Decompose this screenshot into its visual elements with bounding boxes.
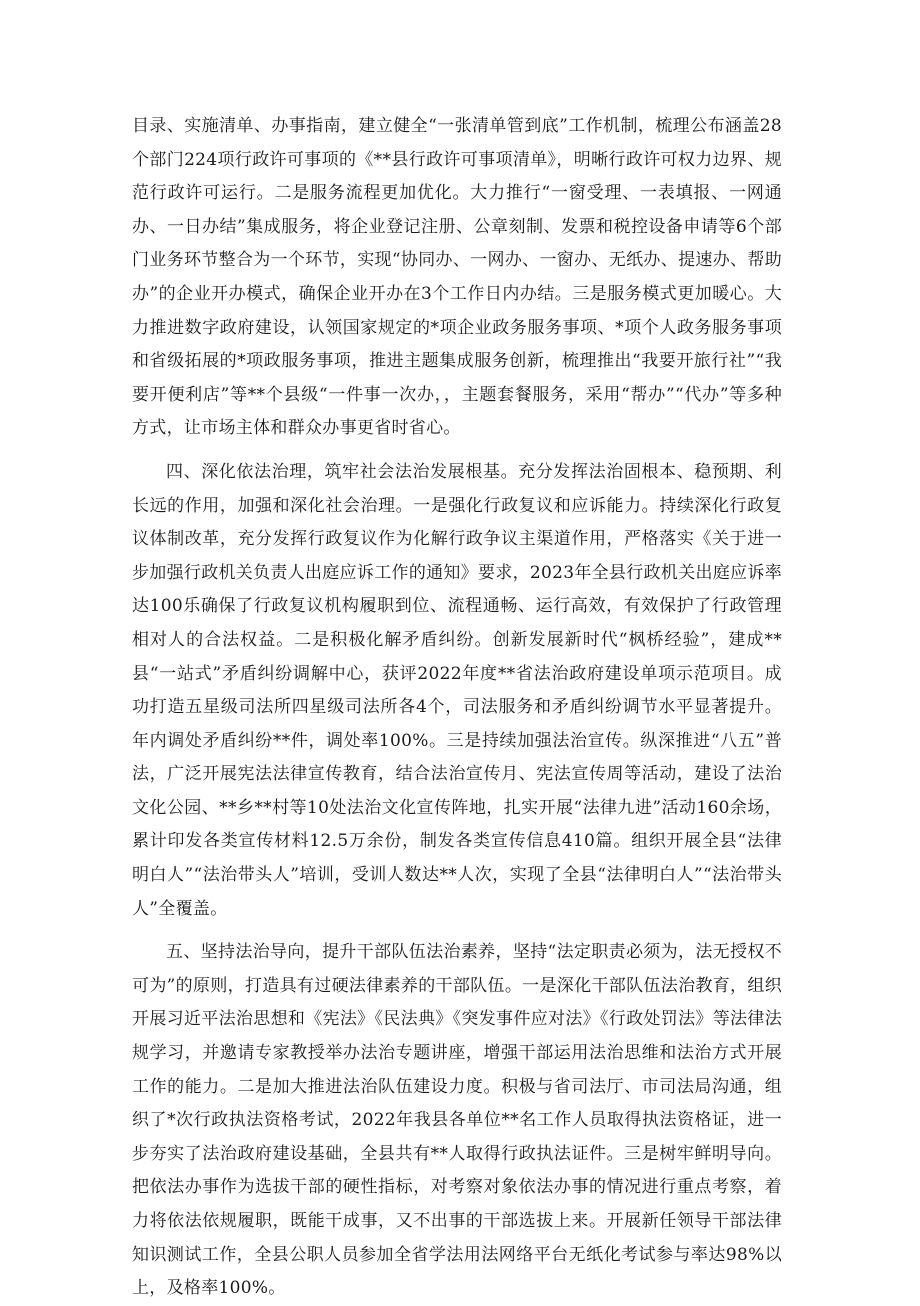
document-page [132,110,782,1306]
paragraph-section-four: 四、深化依法治理，筑牢社会法治发展根基。充分发挥法治固根本、稳预期、利长远的作用，加强和深化社会治理。一是强化行政复议和应诉能力。持续深化行政复议体制改革，充分发挥行政复议作为化解行政争议主渠道作用，严格落实《关于进一步加强行政机关负责人出庭应诉工作的通知》要求，2023年全县行政机关出庭应诉率达100乐确保了行政复议机构履职到位、流程通畅、运行高效，有效保护了行政管理相对人的合法权益。二是积极化解矛盾纠纷。创新发展新时代“枫桥经验”，建成**县“一站式”矛盾纠纷调解中心，获评2022年度**省法治政府建设单项示范项目。成功打造五星级司法所四星级司法所各4个，司法服务和矛盾纠纷调节水平显著提升。年内调处矛盾纠纷**件，调处率100%。三是持续加强法治宣传。纵深推进“八五”普法，广泛开展宪法法律宣传教育，结合法治宣传月、宪法宣传周等活动，建设了法治文化公园、**乡**村等10处法治文化宣传阵地，扎实开展“法律九进”活动160余场，累计印发各类宣传材料12.5万余份，制发各类宣传信息410篇。组织开展全县“法律明白人”“法治带头人”培训，受训人数达**人次，实现了全县“法律明白人”“法治带头人”全覆盖。 [132,461,782,919]
paragraph-continued: 目录、实施清单、办事指南，建立健全“一张清单管到底”工作机制，梳理公布涵盖28个部门224项行政许可事项的《**县行政许可事项清单》，明晰行政许可权力边界、规范行政许可运行。二是服务流程更加优化。大力推行“一窗受理、一表填报、一网通办、一日办结”集成服务，将企业登记注册、公章刻制、发票和税控设备申请等6个部门业务环节整合为一个环节，实现“协同办、一网办、一窗办、无纸办、提速办、帮助办”的企业开办模式，确保企业开办在3个工作日内办结。三是服务模式更加暖心。大力推进数字政府建设，认领国家规定的*项企业政务服务事项、*项个人政务服务事项和省级拓展的*项政服务事项，推进主题集成服务创新，梳理推出“我要开旅行社”“我要开便利店”等**个县级“一件事一次办，，主题套餐服务，采用“帮办”“代办”等多种方式，让市场主体和群众办事更省时省心。 [132,116,782,439]
paragraph-section-five: 五、坚持法治导向，提升干部队伍法治素养，坚持“法定职责必须为，法无授权不可为”的原则，打造具有过硬法律素养的干部队伍。一是深化干部队伍法治教育，组织开展习近平法治思想和《宪法》《民法典》《突发事件应对法》《行政处罚法》等法律法规学习，并邀请专家教授举办法治专题讲座，增强干部运用法治思维和法治方式开展工作的能力。二是加大推进法治队伍建设力度。积极与省司法厅、市司法局沟通，组织了*次行政执法资格考试，2022年我县各单位**名工作人员取得执法资格证，进一步夯实了法治政府建设基础，全县共有**人取得行政执法证件。三是树牢鲜明导向。把依法办事作为选拔干部的硬性指标，对考察对象依法办事的情况进行重点考察，着力将依法依规履职，既能干成事，又不出事的干部选拔上来。开展新任领导干部法律知识测试工作，全县公职人员参加全省学法用法网络平台无纸化考试参与率达98%以上，及格率100%。 [132,942,782,1299]
